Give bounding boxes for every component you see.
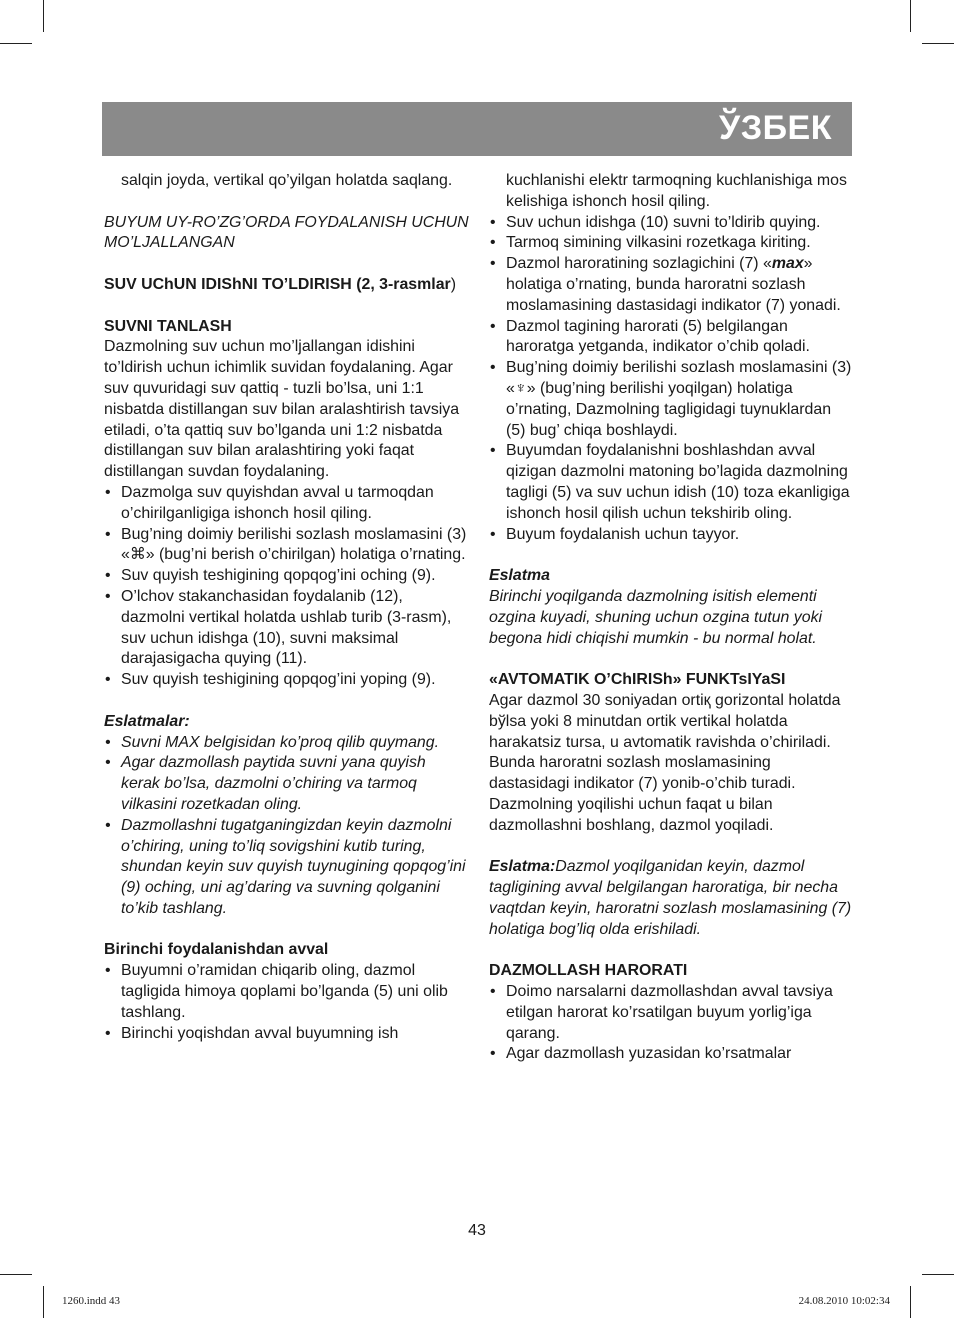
temperature-title: DAZMOLLASH HARORATI [489, 962, 688, 980]
crop-mark [922, 43, 954, 44]
water-text: Dazmolning suv uchun mo’ljallangan idishini to’ldirish uchun ichimlik suvidan foydalaning. Agar suv quvuridagi suv qattiq - tuzli bo’lsa, uni 1:1 nisbatda distillangan suv bilan aralashtirish tavsiya etiladi, o’ta qattiq suv bo’lganda uni 1:2 nisbatda distillangan suv bilan aralashtiring yoki faqat distillangan suvdan foydalaning. [104, 338, 460, 481]
crop-mark [43, 1286, 44, 1318]
list-item: • Tarmoq simining vilkasini rozetkaga kiriting. [489, 233, 854, 254]
steam-on-icon: ♆ [514, 379, 527, 397]
list-item: • Buyumdan foydalanishni boshlashdan avval qizigan dazmolni matoning bo’lagida dazmolning tagligi (5) va suv uchun idish (10) toza ekanligiga ishonch hosil qilish uchun tekshirib oling. [489, 441, 854, 524]
list-item: • Dazmolga suv quyishdan avval u tarmoqdan o’chirilganligiga ishonch hosil qiling. [104, 483, 469, 525]
crop-mark [43, 0, 44, 32]
list-item: • Bug’ning doimiy berilishi sozlash moslamasini (3) «♆» (bug’ning berilishi yoqilgan) holatiga o’rnating, Dazmolning tagligidagi tuynuklardan (5) bug’ chiqa boshlaydi. [489, 358, 854, 441]
auto-off-text-2: Dazmolning yoqilishi uchun faqat u bilan dazmollashni boshlang, dazmol yoqiladi. [489, 795, 774, 834]
list-item: • Bug’ning doimiy berilishi sozlash moslamasini (3) «⌘» (bug’ni berish o’chirilgan) holatiga o’rnating. [104, 525, 469, 567]
continued-text: salqin joyda, vertikal qo’yilgan holatda saqlang. [121, 172, 453, 189]
steam-off-icon: ⌘ [129, 546, 146, 564]
list-item: • Doimo narsalarni dazmollashdan avval tavsiya etilgan harorat ko’rsatilgan buyum yorlig’iga qarang. [489, 982, 854, 1044]
footer-date: 24.08.2010 10:02:34 [798, 1295, 890, 1307]
list-item: • Suv quyish teshigining qopqog’ini oching (9). [104, 566, 469, 587]
note-item: • Dazmollashni tugatganingizdan keyin dazmolni o’chiring, uning to’liq sovigshini kutib turing, shundan keyin suv quyish tuynugining qopqog’ini (9) oching, uni ag’daring va suvning qolganini to’kib tashlang. [104, 816, 469, 920]
crop-mark [0, 43, 32, 44]
note-title: Eslatma [489, 567, 550, 585]
list-item: • Buyum foydalanish uchun tayyor. [489, 525, 854, 546]
note2: Eslatma:Dazmol yoqilganidan keyin, dazmol tagligining avval belgilangan haroratiga, bir necha vaqtdan keyin, haroratni sozlash moslamasining (7) holatiga bog’liq olda erishiladi. [489, 858, 852, 938]
note-item: • Suvni MAX belgisidan ko’proq qilib quymang. [104, 733, 469, 754]
crop-mark [910, 1286, 911, 1318]
list-item: • Birinchi yoqishdan avval buyumning ish [104, 1024, 469, 1045]
auto-off-title: «AVTOMATIK O’ChIRISh» FUNKTsIYaSI [489, 671, 786, 689]
notes-title: Eslatmalar: [104, 712, 190, 730]
auto-off-text: Agar dazmol 30 soniyadan ortiқ gorizontal holatda bўlsa yoki 8 minutdan ortik vertikal holatda harakatsiz tursa, u avtomatik ravishda o’chiriladi. Bunda haroratni sozlash moslamasining dastasidagi indikator (7) yonib-o’chib turadi. [489, 691, 841, 793]
list-item: • Agar dazmollash yuzasidan ko’rsatmalar [489, 1044, 854, 1065]
language-header-bar [102, 102, 852, 156]
crop-mark [0, 1274, 32, 1275]
usage-note: BUYUM UY-RO’ZG’ORDA FOYDALANISH UCHUN MO’LJALLANGAN [104, 213, 469, 252]
list-item: • Suv quyish teshigining qopqog’ini yoping (9). [104, 670, 469, 691]
list-item: • Dazmol tagining harorati (5) belgilangan haroratga yetganda, indikator o’chib qoladi. [489, 317, 854, 359]
note-item: • Agar dazmollash paytida suvni yana quyish kerak bo’lsa, dazmolni o’chiring va tarmoq vilkasini rozetkadan oling. [104, 753, 469, 815]
note-text: Birinchi yoqilganda dazmolning isitish elementi ozgina kuyadi, shuning uchun ozgina tutun yoki begona hidi chiqishi mumkin - bu normal holat. [489, 587, 823, 647]
footer-file: 1260.indd 43 [62, 1295, 121, 1307]
list-item: • O’lchov stakanchasidan foydalanib (12), dazmolni vertikal holatda ushlab turib (3-rasm), suv uchun idishga (10), suvni maksimal darajasigacha quying (11). [104, 587, 469, 670]
list-item: • Buyumni o’ramidan chiqarib oling, dazmol tagligida himoya qoplami bo’lganda (5) uni olib tashlang. [104, 961, 469, 1023]
right-column [489, 171, 854, 1065]
left-column [104, 171, 469, 1044]
list-item: • Suv uchun idishga (10) suvni to’ldirib quying. [489, 213, 854, 234]
crop-mark [910, 0, 911, 32]
list-item: • Dazmol haroratining sozlagichini (7) «max» holatiga o’rnating, bunda haroratni sozlash moslamasining dastasidagi indikator (7) yonadi. [489, 254, 854, 316]
page-number: 43 [468, 1222, 486, 1239]
continued-text: kuchlanishi elektr tarmoqning kuchlanishiga mos kelishiga ishonch hosil qiling. [506, 172, 847, 210]
crop-mark [922, 1274, 954, 1275]
language-title: ЎЗБЕК [719, 109, 832, 147]
first-use-title: Birinchi foydalanishdan avval [104, 941, 329, 959]
max-label: max [771, 255, 804, 273]
water-section-title: SUVNI TANLASH [104, 317, 232, 335]
fill-section-title: SUV UChUN IDIShNI TO’LDIRISH (2, 3-rasmlar) [104, 275, 457, 293]
